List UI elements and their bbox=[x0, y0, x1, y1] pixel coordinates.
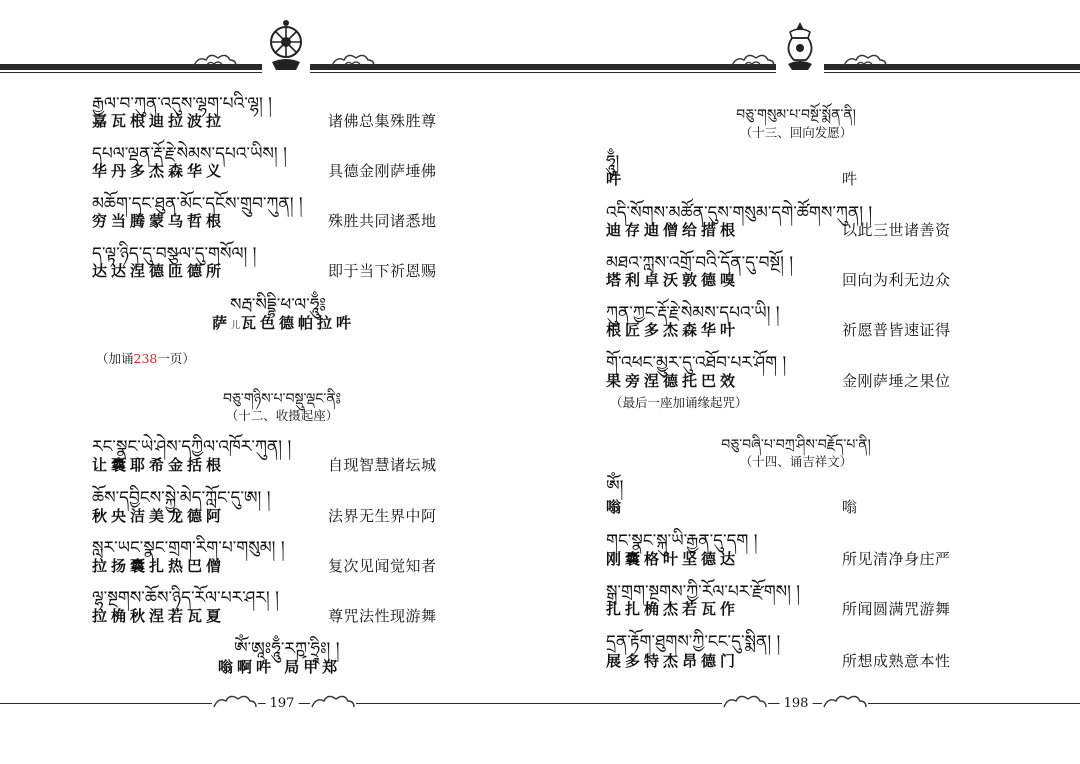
dharma-wheel-icon bbox=[262, 18, 310, 74]
cloud-scroll-icon bbox=[842, 52, 888, 68]
verse-tibetan: མཆོག་དང་ཐུན་མོང་དངོས་གྲུབ་ཀུན། ། bbox=[92, 194, 303, 214]
cloud-scroll-icon bbox=[310, 695, 356, 711]
verse-phonetic: 穷当腾蒙乌哲根 bbox=[92, 212, 226, 230]
verse-tibetan: ལྷ་སྔགས་ཆོས་ཉིད་རོལ་པར་ཤར། ། bbox=[92, 588, 279, 608]
section-title-tibetan: བཅུ་གཉིས་པ་བསྡུ་ལྡང་ནི༔ bbox=[223, 391, 341, 407]
verse-chinese: 自现智慧诸坛城 bbox=[328, 456, 437, 474]
verse-chinese: 回向为利无边众 bbox=[842, 271, 951, 289]
verse-tibetan: སྒྲ་གྲག་སྔགས་ཀྱི་རོལ་པར་རྫོགས། ། bbox=[606, 582, 801, 602]
verse-phonetic: 拉桷秋涅若瓦夏 bbox=[92, 607, 226, 625]
seed-syllable-tibetan: ཧཱུྃ། bbox=[606, 152, 620, 172]
verse-phonetic: 达达涅德匝德所 bbox=[92, 262, 226, 280]
section-title-chinese: （十二、收摄起座） bbox=[225, 408, 339, 423]
seed-syllable-chinese: 吽 bbox=[842, 170, 858, 188]
verse-chinese: 即于当下祈恩赐 bbox=[328, 262, 437, 280]
section-title-chinese: （十四、诵吉祥文） bbox=[739, 454, 853, 469]
verse-chinese: 所想成熟意本性 bbox=[842, 652, 951, 670]
verse-chinese: 法界无生界中阿 bbox=[328, 507, 437, 525]
verse-tibetan: དཔལ་ལྡན་རྡོ་རྗེ་སེམས་དཔའ་ཡིས། ། bbox=[92, 144, 287, 164]
verse-phonetic: 嘉瓦根迪拉波拉 bbox=[92, 112, 226, 130]
verse-tibetan: ད་ལྟ་ཉིད་དུ་བསྩལ་དུ་གསོལ། ། bbox=[92, 244, 257, 264]
verse-tibetan: དྲན་རྟོག་ཐུགས་ཀྱི་ངང་དུ་སྨིན། ། bbox=[606, 632, 781, 652]
mantra-tibetan: ཨོཾ་ཨཱཿཧཱུྃ་རཀྵ་ཧྲཱིཿ། ། bbox=[234, 639, 340, 659]
verse-tibetan: འདི་སོགས་མཚོན་དུས་གསུམ་དགེ་ཚོགས་ཀུན། ། bbox=[606, 203, 873, 223]
verse-phonetic: 塔利卓沃敦德嗅 bbox=[606, 271, 740, 289]
verse-tibetan: མཐའ་ཀླས་འགྲོ་བའི་དོན་དུ་བསྔོ། ། bbox=[606, 253, 794, 273]
verse-tibetan: ཀུན་ཀྱང་རྡོ་རྗེ་སེམས་དཔའ་ཡི། ། bbox=[606, 303, 780, 323]
seed-syllable-tibetan: ཨོཾ། bbox=[606, 477, 624, 497]
seed-syllable-phonetic: 吽 bbox=[606, 170, 626, 188]
verse-chinese: 复次见闻觉知者 bbox=[328, 557, 437, 575]
verse-chinese: 以此三世诸善资 bbox=[842, 221, 951, 239]
verse-phonetic: 华丹多杰森华义 bbox=[92, 162, 226, 180]
verse-phonetic: 展多特杰昂德门 bbox=[606, 652, 740, 670]
verse-tibetan: རྒྱལ་བ་ཀུན་འདུས་ལྷག་པའི་ལྷ། ། bbox=[92, 94, 272, 114]
verse-chinese: 具德金刚萨埵佛 bbox=[328, 162, 437, 180]
verse-phonetic: 刚囊格叶坚德达 bbox=[606, 550, 740, 568]
header-rule bbox=[0, 64, 1080, 70]
verse-phonetic: 秋央洁美龙德阿 bbox=[92, 507, 226, 525]
verse-chinese: 殊胜共同诸悉地 bbox=[328, 212, 437, 230]
verse-tibetan: སླར་ཡང་སྣང་གྲག་རིག་པ་གསུམ། ། bbox=[92, 538, 285, 558]
cloud-scroll-icon bbox=[822, 695, 868, 711]
section-title-tibetan: བཅུ་གསུམ་པ་བསྔོ་སྨོན་ནི། bbox=[736, 107, 856, 123]
verse-chinese: 诸佛总集殊胜尊 bbox=[328, 112, 437, 130]
mantra-phonetic: 萨儿瓦色德帕拉吽 bbox=[212, 314, 356, 332]
note-page-ref: （加诵238一页） bbox=[96, 351, 195, 366]
mantra-tibetan: སརྦ་སིདྡྷི་ཕ་ལ་ཧཱུྃ༔ bbox=[230, 295, 326, 315]
verse-phonetic: 扎扎桷杰若瓦作 bbox=[606, 600, 740, 618]
cloud-scroll-icon bbox=[722, 695, 768, 711]
page-number-left: 197 bbox=[266, 696, 299, 711]
note-recitation: （最后一座加诵缘起咒） bbox=[610, 395, 748, 410]
verse-chinese: 尊咒法性现游舞 bbox=[328, 607, 437, 625]
section-title-tibetan: བཅུ་བཞི་པ་བཀྲ་ཤིས་བརྗོད་པ་ནི། bbox=[721, 437, 871, 453]
verse-chinese: 所见清净身庄严 bbox=[842, 550, 951, 568]
section-title-chinese: （十三、回向发愿） bbox=[739, 125, 853, 140]
header-rule-thin bbox=[0, 72, 1080, 73]
seed-syllable-chinese: 嗡 bbox=[842, 498, 858, 516]
verse-phonetic: 让囊耶希金括根 bbox=[92, 456, 226, 474]
verse-tibetan: ཆོས་དབྱིངས་སྐྱེ་མེད་ཀློང་དུ་ཨ། ། bbox=[92, 488, 271, 508]
verse-tibetan: རང་སྣང་ཡེ་ཤེས་དཀྱིལ་འཁོར་ཀུན། ། bbox=[92, 437, 292, 457]
verse-phonetic: 根匠多杰森华叶 bbox=[606, 321, 740, 339]
verse-chinese: 金刚萨埵之果位 bbox=[842, 372, 951, 390]
verse-phonetic: 果旁涅德托巴效 bbox=[606, 372, 740, 390]
verse-phonetic: 拉扬囊扎热巴僧 bbox=[92, 557, 226, 575]
verse-tibetan: གང་སྣང་སྐུ་ཡི་རྒྱན་དུ་དག ། bbox=[606, 531, 758, 551]
cloud-scroll-icon bbox=[212, 695, 258, 711]
verse-chinese: 祈愿普皆速证得 bbox=[842, 321, 951, 339]
mantra-phonetic: 嗡啊吽 局甲郑 bbox=[218, 658, 342, 676]
footer-rule bbox=[0, 703, 1080, 704]
treasure-vase-icon bbox=[776, 18, 824, 74]
verse-chinese: 所闻圆满咒游舞 bbox=[842, 600, 951, 618]
page-number-right: 198 bbox=[780, 696, 813, 711]
cloud-scroll-icon bbox=[730, 52, 776, 68]
verse-phonetic: 迪存迪僧给措根 bbox=[606, 221, 740, 239]
cloud-scroll-icon bbox=[330, 52, 376, 68]
cloud-scroll-icon bbox=[192, 52, 238, 68]
verse-tibetan: གོ་འཕང་མྱུར་དུ་འཐོབ་པར་ཤོག ། bbox=[606, 353, 787, 373]
seed-syllable-phonetic: 嗡 bbox=[606, 498, 626, 516]
